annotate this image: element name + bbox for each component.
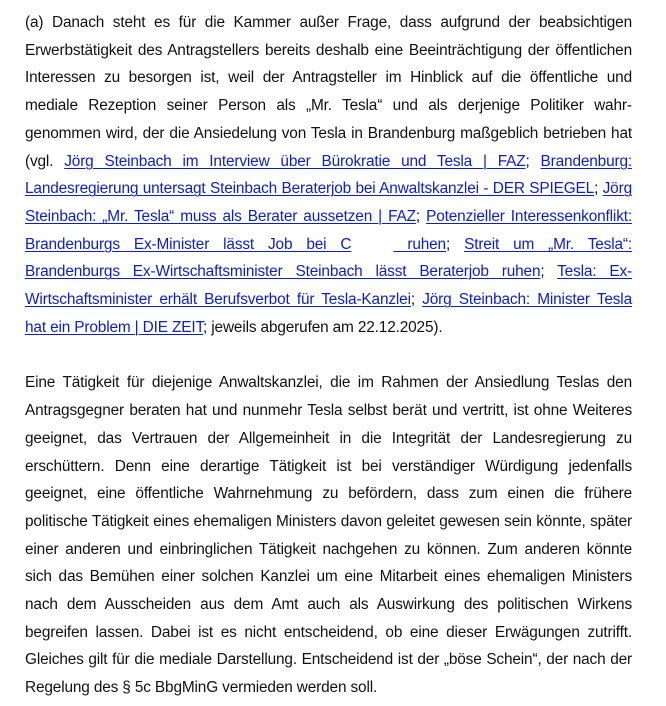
paragraph-a-outro: jeweils abgerufen am 22.12.2025).	[211, 318, 443, 336]
link-berufsverbot[interactable]: Tesla: Ex-Wirtschaftsminister erhält Berufsverbot für Tesla-Kanzlei	[25, 263, 632, 309]
link-faz-berater[interactable]: Jörg Steinbach: „Mr. Tesla“ muss als Berater aussetzen | FAZ	[25, 180, 632, 225]
separator: ;	[203, 318, 212, 336]
paragraph-body: Eine Tätigkeit für diejenige Anwaltskanzlei, die im Rahmen der Ansiedlung Teslas den Antragsgegner beraten hat und nunmehr Tesla selbst berät und vertritt, ist ohne Weiteres geeignet, das Vertrauen der Allgemeinheit in die Integrität der Landesregierung zu erschüttern. Denn eine derartige Tätigkeit ist bei verständiger Würdigung jedenfalls geeignet, eine öffentliche Wahrnehmung zu befördern, dass zum einen die frühere politische Tätigkeit eines ehemaligen Ministers davon geleitet gewesen sein könnte, später einer anderen und einbringlichen Tätigkeit nachgehen zu können. Zum anderen könnte sich das Bemühen einer solchen Kanzlei um eine Mitarbeit eines ehemaligen Ministers nach dem Ausscheiden aus dem Amt auch als Auswirkung des politischen Wirkens begreifen lassen. Dabei ist es nicht entscheidend, ob eine dieser Erwägungen zutrifft. Gleiches gilt für die mediale Darstellung. Entscheidend ist der „böse Schein“, der nach der Regelung des § 5c BbgMinG vermieden werden soll.	[25, 374, 632, 697]
separator: ;	[415, 207, 427, 225]
link-interessenkonflikt-before: Potenzieller Interessenkonflikt: Brandenburgs Ex-Minister lässt Job bei C	[25, 207, 632, 253]
separator: ;	[594, 180, 603, 198]
paragraph-a	[25, 9, 632, 341]
separator: ;	[410, 291, 423, 309]
document-page	[25, 9, 632, 702]
redacted-text	[351, 231, 393, 232]
link-faz-interview[interactable]: Jörg Steinbach im Interview über Bürokratie und Tesla | FAZ	[64, 152, 526, 170]
separator: ;	[445, 235, 465, 253]
separator: ;	[540, 263, 558, 281]
paragraph-a-intro: (a) Danach steht es für die Kammer außer Frage, dass aufgrund der beabsichtigen Erwerbstätigkeit des Antragstellers bereits deshalb eine Beeinträchtigung der öffentlichen Interessen zu besorgen ist, weil der Antragsteller im Hinblick auf die öffentliche und mediale Rezeption seiner Person als „Mr. Tesla“ und als derjenige Politiker wahrgenommen wird, der die Ansiedelung von Tesla in Brandenburg maßgeblich betrieben hat (vgl.	[25, 14, 632, 170]
link-streit-mr-tesla[interactable]: Streit um „Mr. Tesla“: Brandenburgs Ex-Wirtschaftsminister Steinbach lässt Beraterjob ruhen	[25, 235, 632, 281]
separator: ;	[525, 152, 541, 170]
link-spiegel[interactable]: Brandenburg: Landesregierung untersagt Steinbach Beraterjob bei Anwaltskanzlei - DER SPIEGEL	[25, 152, 632, 198]
link-zeit[interactable]: Jörg Steinbach: Minister Tesla hat ein Problem | DIE ZEIT	[25, 291, 632, 336]
link-interessenkonflikt-after: ruhen	[393, 235, 446, 253]
